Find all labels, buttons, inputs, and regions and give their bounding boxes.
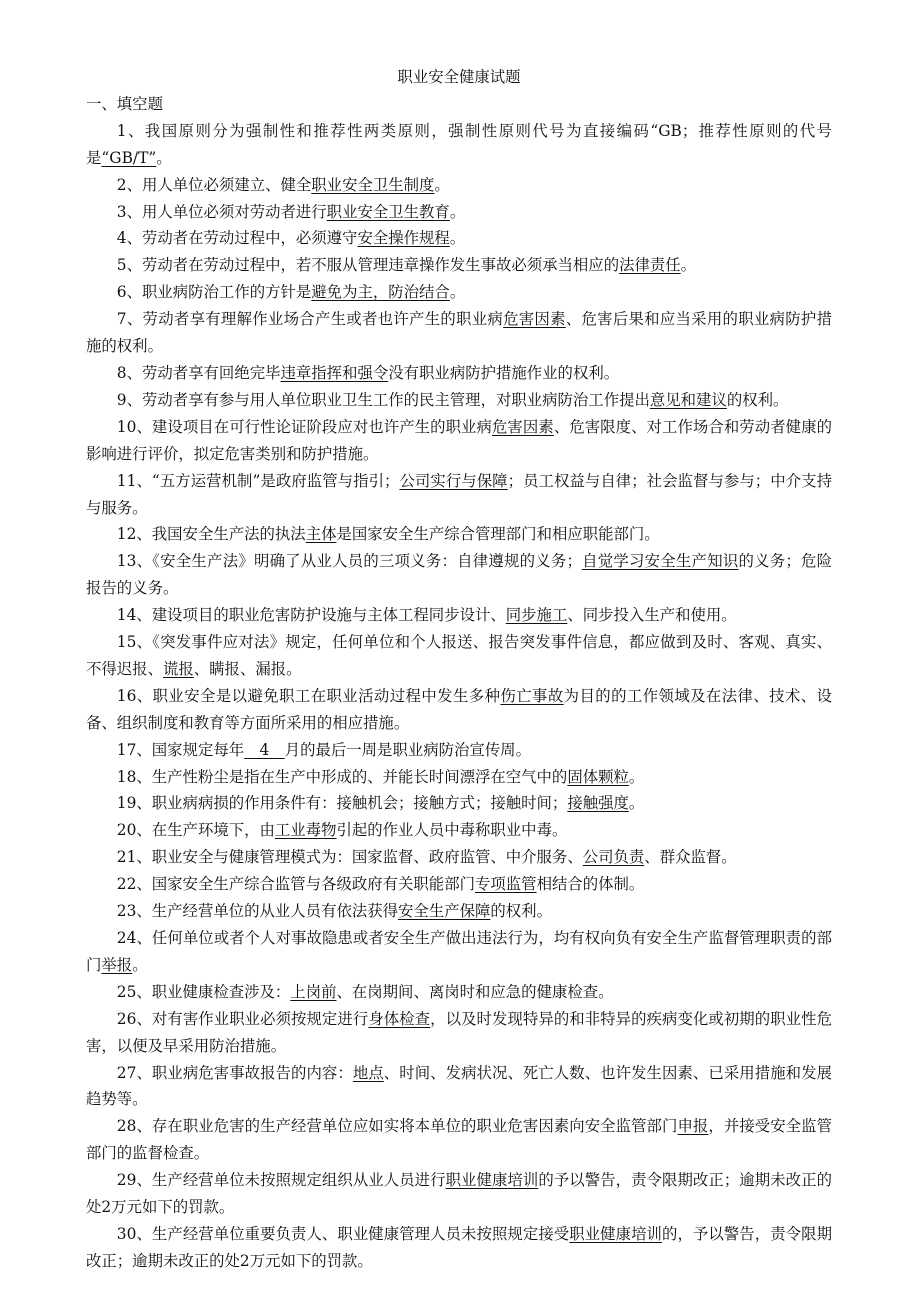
question-text: 26、对有害作业职业必须按规定进行 (116, 1009, 369, 1028)
answer-text: 安全生产保障 (398, 902, 491, 921)
question-text: 。 (434, 175, 450, 194)
question-text: 的义务；危险报告的义务。 (86, 552, 832, 598)
answer-text: 上岗前 (290, 982, 337, 1001)
question-text: 20、在生产环境下，由 (116, 821, 275, 840)
answer-text: 接触强度 (567, 794, 629, 813)
question-item (86, 1113, 832, 1167)
question-text: 5、劳动者在劳动过程中，若不服从管理违章操作发生事故必须承当相应的 (116, 256, 620, 275)
question-text: 。 (628, 767, 645, 786)
question-text: 16、职业安全是以避免职工在职业活动过程中发生多种 (116, 686, 501, 705)
question-text: 、在岗期间、离岗时和应急的健康检查。 (336, 982, 614, 1001)
document-body (86, 64, 832, 1275)
question-text: 4、劳动者在劳动过程中，必须遵守 (116, 229, 358, 248)
question-item (86, 925, 832, 979)
question-item (86, 790, 832, 817)
answer-text: 4 (244, 740, 285, 759)
question-text: 18、生产性粉尘是指在生产中形成的、并能长时间漂浮在空气中的 (116, 767, 568, 786)
question-text: 8、劳动者享有回绝完毕 (116, 363, 281, 382)
question-text: 11、“五方运营机制”是政府监管与指引； (116, 471, 400, 490)
answer-text: 安全操作规程 (357, 229, 450, 248)
question-text: 为目的的工作领域及在法律、技术、设备、组织制度和教育等方面所采用的相应措施。 (86, 686, 832, 732)
answer-text: 地点 (352, 1063, 384, 1082)
question-item (86, 118, 832, 172)
answer-text: 职业安全卫生教育 (326, 202, 450, 221)
answer-text: 危害因素 (503, 310, 566, 329)
question-text: 1、我国原则分为强制性和推荐性两类原则，强制性原则代号为直接编码“GB；推荐性原则的代号是 (86, 121, 832, 167)
question-item (86, 1221, 832, 1275)
question-text: 29、生产经营单位未按照规定组织从业人员进行 (116, 1171, 446, 1190)
question-item (86, 1167, 832, 1221)
question-text: 23、生产经营单位的从业人员有依法获得 (116, 902, 399, 921)
question-item (86, 871, 832, 898)
section-heading: 一、填空题 (86, 94, 163, 113)
document-title: 职业安全健康试题 (397, 68, 521, 86)
question-text: 15、《突发事件应对法》规定，任何单位和个人报送、报告突发事件信息，都应做到及时、客观、真实、不得迟报、 (86, 633, 832, 678)
question-item (86, 1006, 832, 1060)
question-text: 相结合的体制。 (536, 875, 645, 894)
question-text: 、瞒报、漏报。 (193, 659, 302, 678)
question-item (86, 844, 832, 871)
answer-text: 同步施工 (505, 606, 568, 625)
answer-text: 固体颗粒 (567, 767, 629, 786)
question-text: 24、任何单位或者个人对事故隐患或者安全生产做出违法行为，均有权向负有安全生产监督管理职责的部门 (86, 929, 832, 974)
question-item (86, 252, 832, 279)
answer-text: “GB/T” (101, 148, 157, 167)
question-item (86, 1060, 832, 1114)
question-item (86, 360, 832, 387)
question-text: 月的最后一周是职业病防治宣传周。 (284, 740, 531, 759)
answer-text: 危害因素 (491, 417, 554, 436)
answer-text: 意见和建议 (649, 390, 727, 409)
question-text: 。 (132, 955, 148, 974)
question-item (86, 898, 832, 925)
question-text: 10、建设项目在可行性论证阶段应对也许产生的职业病 (116, 417, 492, 436)
question-text: 17、国家规定每年 (116, 740, 245, 759)
question-item (86, 199, 832, 226)
question-item (86, 683, 832, 737)
answer-text: 谎报 (162, 659, 194, 678)
question-text: 21、职业安全与健康管理模式为：国家监督、政府监管、中介服务、 (116, 848, 583, 867)
question-text: 。 (449, 202, 466, 221)
question-text: 。 (449, 229, 466, 248)
answer-text: 自觉学习安全生产知识 (581, 552, 739, 571)
question-item (86, 387, 832, 414)
question-text: 27、职业病危害事故报告的内容： (116, 1063, 353, 1082)
question-text: 2、用人单位必须建立、健全 (116, 175, 312, 194)
question-item (86, 764, 832, 791)
question-text: 9、劳动者享有参与用人单位职业卫生工作的民主管理，对职业病防治工作提出 (116, 390, 650, 409)
answer-text: 主体 (305, 525, 337, 544)
question-text: 、危害后果和应当采用的职业病防护措施的权利。 (86, 310, 832, 356)
answer-text: 法律责任 (619, 256, 681, 275)
question-text: 。 (449, 283, 466, 302)
question-item (86, 521, 832, 548)
question-text: 的权利。 (490, 902, 552, 921)
answer-text: 避免为主，防治结合 (311, 283, 450, 302)
question-item (86, 279, 832, 306)
answer-text: 工业毒物 (274, 821, 337, 840)
answer-text: 职业安全卫生制度 (311, 175, 435, 194)
question-text: 14、建设项目的职业危害防护设施与主体工程同步设计、 (116, 606, 506, 625)
question-item (86, 602, 832, 629)
answer-text: 伤亡事故 (500, 686, 564, 705)
question-text: 的予以警告，责令限期改正；逾期未改正的处2万元如下的罚款。 (86, 1171, 832, 1217)
question-text: 19、职业病病损的作用条件有：接触机会；接触方式；接触时间； (116, 794, 568, 813)
question-item (86, 629, 832, 683)
answer-text: 违章指挥和强令 (280, 363, 389, 382)
question-text: 12、我国安全生产法的执法 (116, 525, 306, 544)
question-item (86, 817, 832, 844)
question-text: ，以及时发现特异的和非特异的疾病变化或初期的职业性危害，以便及早采用防治措施。 (86, 1009, 832, 1055)
question-text: 28、存在职业危害的生产经营单位应如实将本单位的职业危害因素向安全监管部门 (116, 1117, 678, 1136)
question-text: 3、用人单位必须对劳动者进行 (116, 202, 327, 221)
question-text: 7、劳动者享有理解作业场合产生或者也许产生的职业病 (116, 310, 504, 329)
answer-text: 公司实行与保障 (399, 471, 508, 490)
answer-text: 专项监管 (474, 875, 537, 894)
answer-text: 职业健康培训 (445, 1171, 539, 1190)
question-item (86, 737, 832, 764)
question-item (86, 172, 832, 199)
question-item (86, 979, 832, 1006)
question-text: 。 (628, 794, 645, 813)
answer-text: 举报 (101, 955, 133, 974)
answer-text: 公司负责 (582, 848, 645, 867)
question-text: 、时间、发病状况、死亡人数、也许发生因素、已采用措施和发展趋势等。 (86, 1063, 832, 1109)
question-text: 没有职业病防护措施作业的权利。 (388, 363, 620, 382)
question-item (86, 414, 832, 468)
question-text: 。 (156, 148, 172, 167)
question-text: 25、职业健康检查涉及： (116, 982, 291, 1001)
question-text: 、同步投入生产和使用。 (567, 606, 737, 625)
question-item (86, 468, 832, 522)
question-text: 引起的作业人员中毒称职业中毒。 (336, 821, 568, 840)
question-list (86, 118, 832, 1275)
question-text: 6、职业病防治工作的方针是 (116, 283, 312, 302)
question-text: 是国家安全生产综合管理部门和相应职能部门。 (336, 525, 660, 544)
answer-text: 申报 (677, 1117, 709, 1136)
question-text: ；员工权益与自律；社会监督与参与；中介支持与服务。 (86, 471, 832, 517)
question-item (86, 306, 832, 360)
question-item (86, 548, 832, 602)
question-text: 的权利。 (726, 390, 789, 409)
question-text: 13、《安全生产法》明确了从业人员的三项义务：自律遵规的义务； (116, 552, 582, 571)
question-text: 、危害限度、对工作场合和劳动者健康的影响进行评价，拟定危害类别和防护措施。 (86, 417, 832, 463)
question-text: ，并接受安全监管部门的监督检查。 (86, 1117, 832, 1163)
question-text: 22、国家安全生产综合监管与各级政府有关职能部门 (116, 875, 475, 894)
question-text: 30、生产经营单位重要负责人、职业健康管理人员未按照规定接受 (116, 1224, 570, 1243)
question-text: 的，予以警告，责令限期改正；逾期未改正的处2万元如下的罚款。 (86, 1224, 832, 1270)
question-text: 。 (680, 256, 697, 275)
question-text: 、群众监督。 (644, 848, 737, 867)
question-item (86, 225, 832, 252)
answer-text: 身体检查 (368, 1009, 431, 1028)
answer-text: 职业健康培训 (569, 1224, 663, 1243)
